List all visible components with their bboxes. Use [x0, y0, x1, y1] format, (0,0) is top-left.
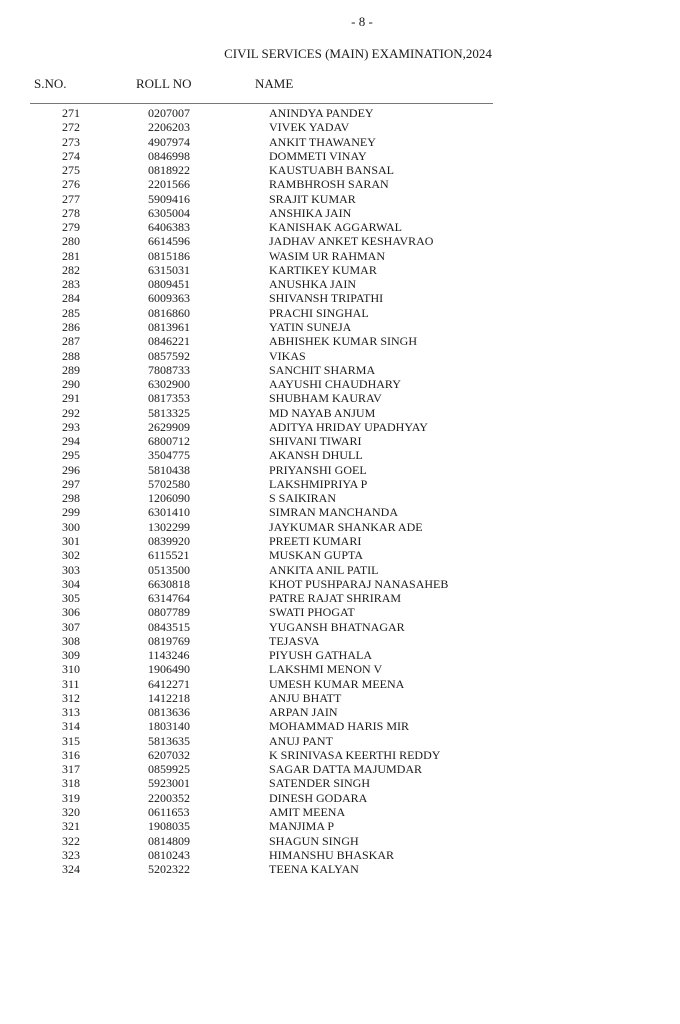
- cell-roll: 5909416: [148, 191, 190, 206]
- table-row: [0, 848, 680, 862]
- cell-sno: 272: [62, 120, 80, 135]
- cell-roll: 0207007: [148, 106, 190, 120]
- table-row: [0, 548, 680, 562]
- cell-roll: 0846998: [148, 148, 190, 163]
- cell-name: YATIN SUNEJA: [269, 319, 352, 334]
- cell-roll: 0846221: [148, 334, 190, 349]
- cell-name: ANJU BHATT: [269, 690, 342, 705]
- cell-sno: 294: [62, 434, 80, 449]
- cell-sno: 290: [62, 377, 80, 392]
- cell-sno: 284: [62, 291, 80, 306]
- cell-roll: 0818922: [148, 163, 190, 178]
- table-row: [0, 135, 680, 149]
- cell-roll: 1206090: [148, 491, 190, 506]
- cell-sno: 322: [62, 833, 80, 848]
- cell-sno: 275: [62, 163, 80, 178]
- cell-name: WASIM UR RAHMAN: [269, 248, 386, 263]
- table-row: [0, 120, 680, 134]
- cell-roll: 2201566: [148, 177, 190, 192]
- table-row: [0, 591, 680, 605]
- cell-roll: 0807789: [148, 605, 190, 620]
- cell-sno: 315: [62, 733, 80, 748]
- header-divider: [30, 103, 493, 104]
- cell-roll: 6302900: [148, 377, 190, 392]
- cell-name: ANSHIKA JAIN: [269, 205, 352, 220]
- cell-roll: 0839920: [148, 533, 190, 548]
- cell-name: ANUJ PANT: [269, 733, 333, 748]
- cell-name: PIYUSH GATHALA: [269, 648, 373, 663]
- table-row: [0, 406, 680, 420]
- cell-name: LAKSHMI MENON V: [269, 662, 383, 677]
- cell-sno: 277: [62, 191, 80, 206]
- cell-roll: 6301410: [148, 505, 190, 520]
- table-row: [0, 477, 680, 491]
- cell-name: RAMBHROSH SARAN: [269, 177, 389, 192]
- cell-roll: 6630818: [148, 576, 190, 591]
- cell-roll: 2206203: [148, 120, 190, 135]
- cell-sno: 305: [62, 591, 80, 606]
- table-row: [0, 734, 680, 748]
- header-sno: S.NO.: [34, 76, 67, 91]
- cell-sno: 295: [62, 448, 80, 463]
- cell-sno: 280: [62, 234, 80, 249]
- table-row: [0, 563, 680, 577]
- cell-roll: 1412218: [148, 690, 190, 705]
- cell-sno: 307: [62, 619, 80, 634]
- cell-roll: 6315031: [148, 262, 190, 277]
- cell-roll: 0810243: [148, 847, 190, 862]
- cell-sno: 323: [62, 847, 80, 862]
- cell-roll: 0513500: [148, 562, 190, 577]
- cell-sno: 296: [62, 462, 80, 477]
- cell-name: S SAIKIRAN: [269, 491, 337, 506]
- cell-sno: 317: [62, 762, 80, 777]
- cell-name: ABHISHEK KUMAR SINGH: [269, 334, 418, 349]
- cell-roll: 6115521: [148, 548, 190, 563]
- cell-roll: 1908035: [148, 819, 190, 834]
- table-row: [0, 377, 680, 391]
- cell-sno: 308: [62, 633, 80, 648]
- cell-name: DINESH GODARA: [269, 790, 368, 805]
- cell-sno: 316: [62, 747, 80, 762]
- table-row: [0, 662, 680, 676]
- cell-roll: 0819769: [148, 633, 190, 648]
- cell-sno: 299: [62, 505, 80, 520]
- cell-name: JADHAV ANKET KESHAVRAO: [269, 234, 434, 249]
- table-row: [0, 520, 680, 534]
- cell-roll: 1302299: [148, 519, 190, 534]
- cell-roll: 5923001: [148, 776, 190, 791]
- table-row: [0, 206, 680, 220]
- table-row: [0, 791, 680, 805]
- cell-roll: 0611653: [148, 805, 190, 820]
- cell-name: KHOT PUSHPARAJ NANASAHEB: [269, 576, 449, 591]
- cell-name: KANISHAK AGGARWAL: [269, 220, 403, 235]
- cell-name: VIKAS: [269, 348, 306, 363]
- cell-roll: 0843515: [148, 619, 190, 634]
- cell-roll: 0857592: [148, 348, 190, 363]
- cell-sno: 320: [62, 805, 80, 820]
- cell-name: SAGAR DATTA MAJUMDAR: [269, 762, 423, 777]
- cell-sno: 271: [62, 106, 80, 120]
- cell-roll: 6412271: [148, 676, 190, 691]
- cell-name: YUGANSH BHATNAGAR: [269, 619, 405, 634]
- cell-roll: 5810438: [148, 462, 190, 477]
- table-row: [0, 534, 680, 548]
- cell-name: AAYUSHI CHAUDHARY: [269, 377, 401, 392]
- table-row: [0, 834, 680, 848]
- cell-sno: 292: [62, 405, 80, 420]
- cell-sno: 286: [62, 319, 80, 334]
- cell-roll: 0814809: [148, 833, 190, 848]
- cell-name: PRACHI SINGHAL: [269, 305, 369, 320]
- cell-roll: 5202322: [148, 862, 190, 877]
- cell-sno: 273: [62, 134, 80, 149]
- cell-roll: 1906490: [148, 662, 190, 677]
- cell-name: ARPAN JAIN: [269, 705, 338, 720]
- cell-name: MANJIMA P: [269, 819, 335, 834]
- cell-sno: 312: [62, 690, 80, 705]
- cell-sno: 297: [62, 476, 80, 491]
- table-row: [0, 448, 680, 462]
- header-roll-no: ROLL NO: [136, 76, 192, 91]
- cell-sno: 306: [62, 605, 80, 620]
- cell-roll: 3504775: [148, 448, 190, 463]
- table-row: [0, 491, 680, 505]
- cell-sno: 285: [62, 305, 80, 320]
- cell-name: SHUBHAM KAURAV: [269, 391, 382, 406]
- cell-sno: 293: [62, 419, 80, 434]
- table-row: [0, 805, 680, 819]
- header-name: NAME: [255, 76, 294, 91]
- cell-sno: 283: [62, 277, 80, 292]
- table-row: [0, 291, 680, 305]
- cell-roll: 0813961: [148, 319, 190, 334]
- table-row: [0, 106, 680, 120]
- table-row: [0, 363, 680, 377]
- table-row: [0, 620, 680, 634]
- cell-name: SHAGUN SINGH: [269, 833, 359, 848]
- cell-roll: 4907974: [148, 134, 190, 149]
- cell-name: SWATI PHOGAT: [269, 605, 355, 620]
- cell-name: SANCHIT SHARMA: [269, 362, 376, 377]
- cell-sno: 302: [62, 548, 80, 563]
- table-row: [0, 819, 680, 833]
- table-row: [0, 605, 680, 619]
- cell-name: MOHAMMAD HARIS MIR: [269, 719, 410, 734]
- cell-sno: 304: [62, 576, 80, 591]
- table-row: [0, 349, 680, 363]
- cell-name: TEJASVA: [269, 633, 320, 648]
- cell-roll: 1803140: [148, 719, 190, 734]
- cell-sno: 324: [62, 862, 80, 877]
- table-row: [0, 263, 680, 277]
- cell-sno: 309: [62, 648, 80, 663]
- cell-name: PRIYANSHI GOEL: [269, 462, 367, 477]
- cell-roll: 6800712: [148, 434, 190, 449]
- cell-name: JAYKUMAR SHANKAR ADE: [269, 519, 423, 534]
- cell-name: SIMRAN MANCHANDA: [269, 505, 399, 520]
- table-row: [0, 634, 680, 648]
- cell-roll: 6406383: [148, 220, 190, 235]
- cell-roll: 6305004: [148, 205, 190, 220]
- cell-name: AKANSH DHULL: [269, 448, 363, 463]
- cell-name: ANUSHKA JAIN: [269, 277, 357, 292]
- cell-roll: 5813635: [148, 733, 190, 748]
- cell-roll: 0809451: [148, 277, 190, 292]
- cell-sno: 274: [62, 148, 80, 163]
- cell-roll: 5702580: [148, 476, 190, 491]
- cell-roll: 6009363: [148, 291, 190, 306]
- cell-roll: 5813325: [148, 405, 190, 420]
- table-row: [0, 776, 680, 790]
- cell-sno: 279: [62, 220, 80, 235]
- cell-sno: 313: [62, 705, 80, 720]
- cell-name: SATENDER SINGH: [269, 776, 371, 791]
- cell-sno: 301: [62, 533, 80, 548]
- cell-sno: 300: [62, 519, 80, 534]
- table-row: [0, 163, 680, 177]
- table-row: [0, 149, 680, 163]
- cell-name: MUSKAN GUPTA: [269, 548, 364, 563]
- cell-sno: 278: [62, 205, 80, 220]
- cell-roll: 0813636: [148, 705, 190, 720]
- cell-sno: 288: [62, 348, 80, 363]
- cell-name: MD NAYAB ANJUM: [269, 405, 376, 420]
- cell-name: DOMMETI VINAY: [269, 148, 367, 163]
- cell-name: K SRINIVASA KEERTHI REDDY: [269, 747, 441, 762]
- table-row: [0, 719, 680, 733]
- page-number: - 8 -: [351, 14, 373, 29]
- table-row: [0, 748, 680, 762]
- cell-roll: 0816860: [148, 305, 190, 320]
- cell-sno: 319: [62, 790, 80, 805]
- cell-roll: 0817353: [148, 391, 190, 406]
- cell-name: SRAJIT KUMAR: [269, 191, 356, 206]
- table-row: [0, 648, 680, 662]
- cell-roll: 6207032: [148, 747, 190, 762]
- cell-sno: 321: [62, 819, 80, 834]
- table-row: [0, 277, 680, 291]
- table-row: [0, 220, 680, 234]
- table-row: [0, 234, 680, 248]
- cell-sno: 289: [62, 362, 80, 377]
- table-row: [0, 677, 680, 691]
- cell-name: PREETI KUMARI: [269, 533, 362, 548]
- table-row: [0, 420, 680, 434]
- cell-sno: 303: [62, 562, 80, 577]
- cell-sno: 318: [62, 776, 80, 791]
- results-table: [0, 106, 680, 876]
- table-row: [0, 320, 680, 334]
- cell-name: KARTIKEY KUMAR: [269, 262, 377, 277]
- cell-sno: 287: [62, 334, 80, 349]
- cell-roll: 0815186: [148, 248, 190, 263]
- table-row: [0, 862, 680, 876]
- cell-name: ADITYA HRIDAY UPADHYAY: [269, 419, 428, 434]
- cell-name: VIVEK YADAV: [269, 120, 350, 135]
- table-row: [0, 463, 680, 477]
- cell-sno: 310: [62, 662, 80, 677]
- cell-sno: 281: [62, 248, 80, 263]
- cell-name: SHIVANSH TRIPATHI: [269, 291, 384, 306]
- table-row: [0, 306, 680, 320]
- cell-name: SHIVANI TIWARI: [269, 434, 362, 449]
- cell-name: PATRE RAJAT SHRIRAM: [269, 591, 402, 606]
- cell-name: ANINDYA PANDEY: [269, 106, 374, 120]
- cell-sno: 291: [62, 391, 80, 406]
- table-row: [0, 762, 680, 776]
- cell-name: ANKIT THAWANEY: [269, 134, 376, 149]
- cell-sno: 282: [62, 262, 80, 277]
- cell-sno: 314: [62, 719, 80, 734]
- cell-roll: 6314764: [148, 591, 190, 606]
- document-title: CIVIL SERVICES (MAIN) EXAMINATION,2024: [224, 46, 492, 61]
- table-row: [0, 391, 680, 405]
- cell-name: UMESH KUMAR MEENA: [269, 676, 405, 691]
- cell-roll: 1143246: [148, 648, 190, 663]
- cell-sno: 311: [62, 676, 80, 691]
- cell-roll: 2629909: [148, 419, 190, 434]
- cell-roll: 6614596: [148, 234, 190, 249]
- cell-name: KAUSTUABH BANSAL: [269, 163, 395, 178]
- cell-name: HIMANSHU BHASKAR: [269, 847, 395, 862]
- cell-sno: 298: [62, 491, 80, 506]
- cell-sno: 276: [62, 177, 80, 192]
- table-row: [0, 177, 680, 191]
- table-row: [0, 705, 680, 719]
- table-row: [0, 249, 680, 263]
- cell-roll: 2200352: [148, 790, 190, 805]
- table-row: [0, 505, 680, 519]
- table-row: [0, 192, 680, 206]
- cell-roll: 7808733: [148, 362, 190, 377]
- cell-roll: 0859925: [148, 762, 190, 777]
- cell-name: ANKITA ANIL PATIL: [269, 562, 379, 577]
- table-row: [0, 434, 680, 448]
- cell-name: LAKSHMIPRIYA P: [269, 476, 368, 491]
- table-row: [0, 334, 680, 348]
- cell-name: AMIT MEENA: [269, 805, 346, 820]
- table-row: [0, 691, 680, 705]
- cell-name: TEENA KALYAN: [269, 862, 359, 877]
- table-row: [0, 577, 680, 591]
